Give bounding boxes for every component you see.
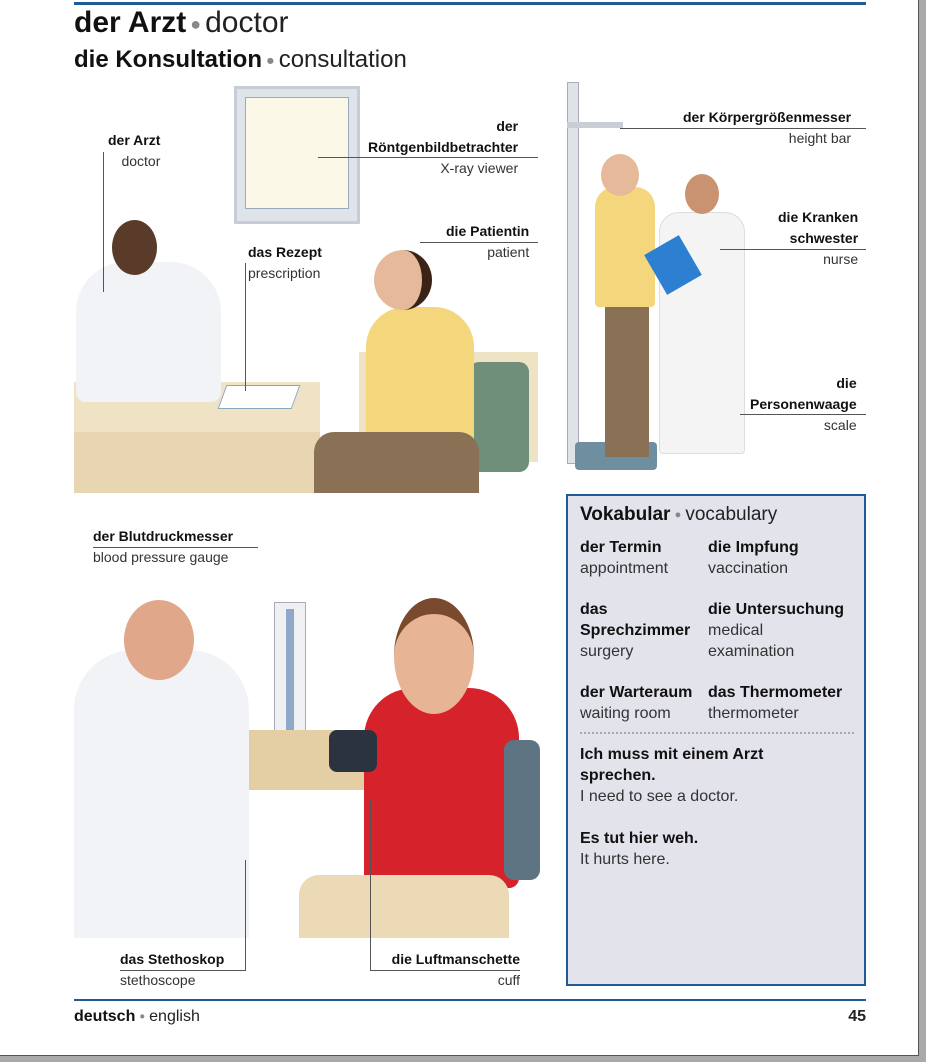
footer-rule — [74, 999, 866, 1001]
patient2-head — [394, 598, 474, 714]
patient-standing — [595, 187, 655, 307]
vocab-phrase — [580, 744, 763, 807]
height-bar — [567, 82, 579, 464]
label-doctor — [108, 130, 160, 172]
vocab-en: thermometer — [708, 705, 799, 722]
label-de: die Kranken — [778, 209, 859, 225]
vocab-item — [580, 682, 692, 724]
label-en: scale — [823, 417, 857, 433]
page-number: 45 — [848, 1008, 866, 1025]
leader-line — [103, 152, 104, 292]
page-title — [74, 6, 289, 40]
label-de: Röntgenbildbetrachter — [368, 139, 519, 155]
doctor2-head — [124, 600, 194, 680]
label-de: das Stethoskop — [120, 951, 225, 967]
patient2-skirt — [299, 875, 509, 938]
vocab-de: der Termin — [580, 539, 662, 556]
footer-language — [74, 1008, 200, 1026]
vocab-title-en: vocabulary — [685, 504, 778, 525]
vocab-en: appointment — [580, 560, 669, 577]
doctor-head — [112, 220, 157, 275]
vocab-de: das — [580, 601, 608, 618]
label-de: das Rezept — [248, 244, 322, 260]
vocab-item — [708, 537, 799, 579]
bullet-icon: ● — [190, 13, 202, 34]
leader-line — [370, 970, 520, 971]
label-en: cuff — [497, 972, 520, 988]
phrase-en: I need to see a doctor. — [580, 788, 739, 805]
blood-pressure-illustration — [74, 580, 540, 938]
label-nurse — [778, 207, 858, 270]
leader-line — [245, 860, 246, 970]
label-de: Personenwaage — [750, 396, 857, 412]
vocabulary-box — [566, 494, 866, 986]
label-de: schwester — [789, 230, 859, 246]
doctor2-figure — [74, 650, 249, 938]
patient-head — [374, 250, 432, 310]
bullet-icon: ● — [674, 508, 682, 521]
height-bar-arm — [567, 122, 623, 128]
label-en: nurse — [823, 251, 859, 267]
label-en: blood pressure gauge — [93, 549, 229, 565]
leader-line — [720, 249, 866, 250]
xray-viewer — [234, 86, 360, 224]
label-en: height bar — [788, 130, 852, 146]
vocabulary-heading — [580, 504, 777, 526]
vocab-de: die Untersuchung — [708, 601, 845, 618]
label-scale — [750, 373, 857, 436]
vocab-de: der Warteraum — [580, 684, 693, 701]
page-subtitle — [74, 46, 407, 74]
bullet-icon: ● — [266, 52, 275, 69]
vocab-item — [580, 537, 668, 579]
vocab-item — [708, 682, 842, 724]
prescription-paper — [218, 385, 301, 409]
label-de: der — [496, 118, 519, 134]
patient-standing-legs — [605, 307, 649, 457]
nurse-head — [685, 174, 719, 214]
vocab-en: vaccination — [708, 560, 789, 577]
top-rule — [74, 2, 866, 5]
subtitle-de: die Konsultation — [74, 46, 262, 73]
vocab-en: medical — [708, 622, 764, 639]
vocab-en: surgery — [580, 643, 634, 660]
title-en: doctor — [205, 6, 289, 39]
patient-standing-head — [601, 154, 639, 196]
footer-lang-en: english — [149, 1008, 200, 1025]
patient-legs — [314, 432, 479, 493]
leader-line — [120, 970, 246, 971]
label-de: die — [836, 375, 857, 391]
vocab-en: examination — [708, 643, 795, 660]
leader-line — [370, 800, 371, 970]
doctor-figure — [76, 262, 221, 402]
phrase-de: Ich muss mit einem Arzt — [580, 746, 764, 763]
vocab-item — [708, 599, 844, 662]
patient2-figure — [364, 688, 519, 888]
vocab-item — [580, 599, 690, 662]
vocab-de: das Thermometer — [708, 684, 843, 701]
leader-line — [420, 242, 538, 243]
label-de: die Luftmanschette — [391, 951, 520, 967]
cuff — [329, 730, 377, 772]
label-de: der Arzt — [108, 132, 161, 148]
label-de: die Patientin — [446, 223, 530, 239]
footer-lang-de: deutsch — [74, 1008, 136, 1025]
phrase-de: Es tut hier weh. — [580, 830, 699, 847]
label-xray-viewer — [368, 116, 518, 179]
label-en: X-ray viewer — [440, 160, 519, 176]
vocab-title-de: Vokabular — [580, 504, 671, 525]
subtitle-en: consultation — [278, 46, 407, 73]
chair2 — [504, 740, 540, 880]
label-prescription — [248, 242, 322, 284]
label-en: doctor — [121, 153, 161, 169]
leader-line — [620, 128, 866, 129]
label-en: stethoscope — [120, 972, 196, 988]
leader-line — [245, 263, 246, 391]
leader-line — [740, 414, 866, 415]
vocab-de: Sprechzimmer — [580, 622, 691, 639]
vocab-de: die Impfung — [708, 539, 799, 556]
label-en: patient — [487, 244, 530, 260]
label-en: prescription — [248, 265, 321, 281]
leader-line — [318, 157, 538, 158]
dotted-divider — [580, 732, 854, 734]
label-de: der Blutdruckmesser — [93, 528, 234, 544]
vocab-phrase — [580, 828, 698, 870]
phrase-en: It hurts here. — [580, 851, 670, 868]
title-de: der Arzt — [74, 6, 187, 39]
patient-figure — [366, 307, 474, 447]
bp-gauge — [274, 602, 306, 744]
vocab-en: waiting room — [580, 705, 671, 722]
phrase-de: sprechen. — [580, 767, 656, 784]
label-de: der Körpergrößenmesser — [683, 109, 852, 125]
bullet-icon: ● — [139, 1011, 146, 1023]
leader-line — [93, 547, 258, 548]
